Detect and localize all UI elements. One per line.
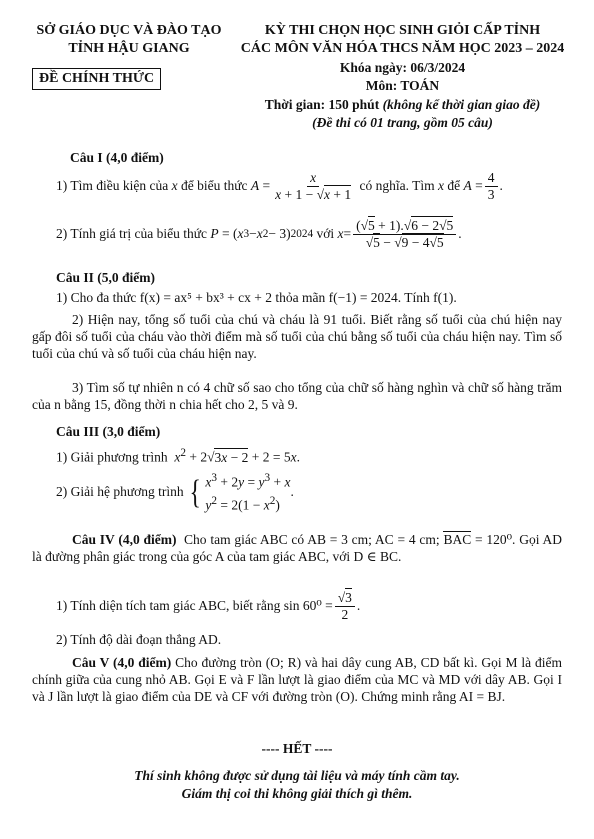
q1-p2-text-b: với	[316, 225, 335, 241]
pages-note: (Đề thi có 01 trang, gồm 05 câu)	[312, 115, 493, 130]
q1-p1-text-b: để biểu thức	[180, 177, 248, 193]
q1-part1: 1) Tìm điều kiện của x để biểu thức A = $\frac{x}{x + 1 - √x + 1}$ có nghĩa. Tìm x để A = $\frac{4}{3}$ .	[56, 170, 503, 202]
sqrt3-over-2: $\frac{√3}{2}$	[335, 590, 355, 622]
time-note: (không kể thời gian giao đề)	[382, 97, 541, 112]
q3-title: Câu III (3,0 điểm)	[56, 424, 161, 439]
q3-part1: 1) Giải phương trình $x^2 + 2√3x - 2 + 2 = 5x$.	[56, 447, 300, 465]
official-stamp: ĐỀ CHÍNH THỨC	[32, 68, 161, 90]
q4-intro	[32, 532, 562, 566]
q3-p2-text: 2) Giải hệ phương trình	[56, 484, 184, 500]
q1-p1-text-d: để	[447, 177, 461, 193]
q5-title: Câu V (4,0 điểm)	[72, 655, 172, 670]
angle-bac: BAC	[443, 532, 472, 547]
exam-title-line1: KỲ THI CHỌN HỌC SINH GIỎI CẤP TỈNH	[264, 23, 541, 38]
q1-p1-text-c: có nghĩa. Tìm	[359, 177, 435, 193]
exam-subject: Môn: TOÁN	[365, 78, 440, 93]
dept-line2: TỈNH HẬU GIANG	[68, 41, 190, 56]
value-four-thirds: $\frac{4}{3}$	[485, 170, 498, 202]
q4-intro-a: Cho tam giác ABC có AB = 3 cm; AC = 4 cm;	[184, 532, 440, 547]
q4-part2: 2) Tính độ dài đoạn thẳng AD.	[56, 632, 222, 647]
footer-note1: Thí sinh không được sử dụng tài liệu và máy tính cầm tay.	[134, 768, 460, 783]
q5-body	[32, 655, 562, 706]
q4-p1-text: 1) Tính diện tích tam giác ABC, biết rằng sin 60⁰ =	[56, 597, 333, 613]
time-label: Thời gian: 150 phút	[264, 97, 380, 112]
exam-time	[230, 97, 575, 114]
q3-p1-text: 1) Giải phương trình	[56, 449, 168, 465]
q1-part2: 2) Tính giá trị của biểu thức P = ( x 3 − x 2 − 3) 2024 với x = $\frac{(√5 + 1).√6 - 2√5}{√5 - √9 - 4√5}$ .	[56, 218, 462, 250]
system-brace: {	[189, 473, 201, 511]
expr-x-fraction: $\frac{(√5 + 1).√6 - 2√5}{√5 - √9 - 4√5}$	[353, 218, 456, 250]
equation-system: $x^3 + 2y = y^3 + x$ $y^2 = 2(1 - x^2)$	[205, 472, 291, 513]
end-marker: ---- HẾT ----	[261, 741, 333, 756]
exam-date: Khóa ngày: 06/3/2024	[339, 60, 466, 75]
q4-part1: 1) Tính diện tích tam giác ABC, biết rằng sin 60⁰ = $\frac{√3}{2}$ .	[56, 590, 361, 622]
q2-part2: 2) Hiện nay, tổng số tuổi của chú và cháu là 91 tuổi. Biết rằng số tuổi của chú hiện nay gấp đôi số tuổi của cháu vào thời điểm mà số tuổi của chú bằng số tuổi của cháu hiện nay. Tìm số tuổi của chú và số tuổi của cháu hiện nay.	[32, 312, 562, 361]
q4-intro-c: Gọi AD là đường phân giác trong của góc A của tam giác ABC, với D ∈ BC.	[32, 532, 562, 564]
q2-title: Câu II (5,0 điểm)	[56, 270, 156, 285]
exam-title-line2: CÁC MÔN VĂN HÓA THCS NĂM HỌC 2023 – 2024	[240, 41, 565, 56]
dept-line1: SỞ GIÁO DỤC VÀ ĐÀO TẠO	[36, 23, 222, 38]
q2-part1: 1) Cho đa thức f(x) = ax⁵ + bx³ + cx + 2 thỏa mãn f(−1) = 2024. Tính f(1).	[56, 290, 457, 305]
expr-A-fraction: $\frac{x}{x + 1 - √x + 1}$	[275, 170, 352, 202]
footer-note2: Giám thị coi thi không giải thích gì thêm.	[181, 786, 413, 801]
q1-p1-text-a: 1) Tìm điều kiện của	[56, 177, 169, 193]
q4-title: Câu IV (4,0 điểm)	[72, 532, 177, 547]
q5-text: Cho đường tròn (O; R) và hai dây cung AB, CD bất kì. Gọi M là điểm chính giữa của cung nhỏ AB. Gọi E và F lần lượt là giao điểm của MC và MD với dây AB. Gọi I và J lần lượt là giao điểm của DE và CF với đường tròn (O). Chứng minh rằng AI = BJ.	[32, 655, 562, 704]
q3-part2: 2) Giải hệ phương trình { $x^3 + 2y = y^3 + x$ $y^2 = 2(1 - x^2)$ .	[56, 470, 294, 516]
q1-p2-text-a: 2) Tính giá trị của biểu thức	[56, 225, 208, 241]
q2-part3: 3) Tìm số tự nhiên n có 4 chữ số sao cho tổng của chữ số hàng nghìn và chữ số hàng trăm của n bằng 15, đồng thời n chia hết cho 2, 5 và 9.	[32, 380, 562, 412]
q1-title: Câu I (4,0 điểm)	[70, 150, 164, 165]
q4-intro-b: = 120⁰.	[474, 532, 516, 547]
